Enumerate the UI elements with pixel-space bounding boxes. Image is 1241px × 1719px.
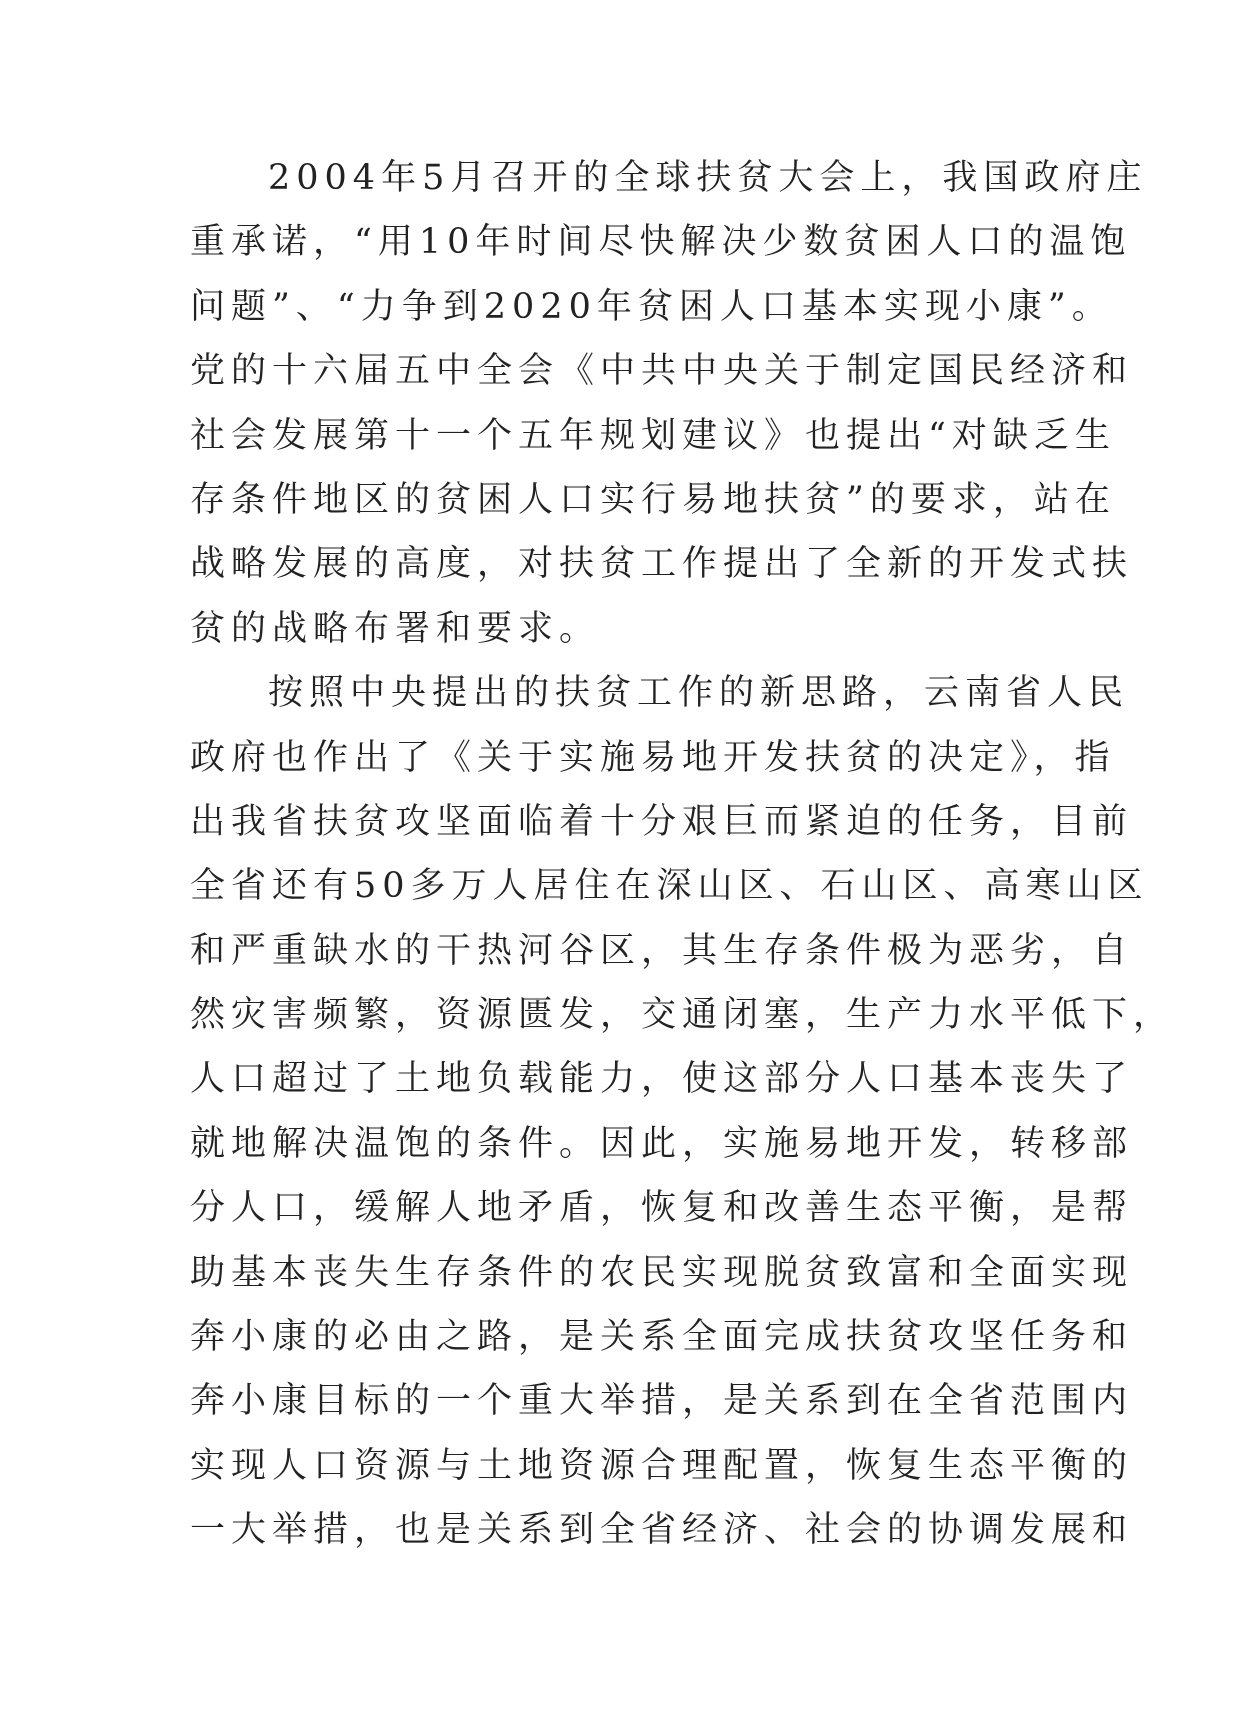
paragraph-2-line-5: 和严重缺水的干热河谷区，其生存条件极为恶劣，自 bbox=[190, 930, 1134, 971]
paragraph-1-line-5: 社会发展第十一个五年规划建议》也提出“对缺乏生 bbox=[190, 415, 1116, 456]
paragraph-1-line-4: 党的十六届五中全会《中共中央关于制定国民经济和 bbox=[190, 351, 1134, 392]
paragraph-2-line-7: 人口超过了土地负载能力，使这部分人口基本丧失了 bbox=[190, 1059, 1134, 1100]
paragraph-2-line-2: 政府也作出了《关于实施易地开发扶贫的决定》，指 bbox=[190, 737, 1116, 778]
paragraph-2-line-12: 奔小康目标的一个重大举措，是关系到在全省范围内 bbox=[190, 1381, 1134, 1422]
paragraph-1-line-7: 战略发展的高度，对扶贫工作提出了全新的开发式扶 bbox=[190, 544, 1134, 585]
paragraph-1-line-3: 问题”、“力争到2020年贫困人口基本实现小康”。 bbox=[190, 286, 1113, 327]
paragraph-2-line-14: 一大举措，也是关系到全省经济、社会的协调发展和 bbox=[190, 1510, 1134, 1551]
body-text bbox=[190, 146, 1175, 1563]
paragraph-1-line-8: 贫的战略布署和要求。 bbox=[190, 608, 601, 649]
paragraph-2-line-10: 助基本丧失生存条件的农民实现脱贫致富和全面实现 bbox=[190, 1252, 1134, 1293]
paragraph-2-line-3: 出我省扶贫攻坚面临着十分艰巨而紧迫的任务，目前 bbox=[190, 801, 1134, 842]
paragraph-2-line-6: 然灾害频繁，资源匮发，交通闭塞，生产力水平低下， bbox=[190, 995, 1175, 1036]
paragraph-2-line-1: 按照中央提出的扶贫工作的新思路，云南省人民 bbox=[268, 673, 1130, 714]
paragraph-2-line-13: 实现人口资源与土地资源合理配置，恢复生态平衡的 bbox=[190, 1445, 1134, 1486]
paragraph-1-line-2: 重承诺，“用10年时间尽快解决少数贫困人口的温饱 bbox=[190, 222, 1132, 263]
paragraph-1-line-1: 2004年5月召开的全球扶贫大会上，我国政府庄 bbox=[268, 158, 1148, 198]
paragraph-2-line-9: 分人口，缓解人地矛盾，恢复和改善生态平衡，是帮 bbox=[190, 1188, 1134, 1229]
paragraph-2-line-11: 奔小康的必由之路，是关系全面完成扶贫攻坚任务和 bbox=[190, 1317, 1134, 1358]
paragraph-2-line-8: 就地解决温饱的条件。因此，实施易地开发，转移部 bbox=[190, 1123, 1134, 1164]
paragraph-2-line-4: 全省还有50多万人居住在深山区、石山区、高寒山区 bbox=[190, 866, 1149, 907]
paragraph-1-line-6: 存条件地区的贫困人口实行易地扶贫”的要求，站在 bbox=[190, 479, 1116, 520]
